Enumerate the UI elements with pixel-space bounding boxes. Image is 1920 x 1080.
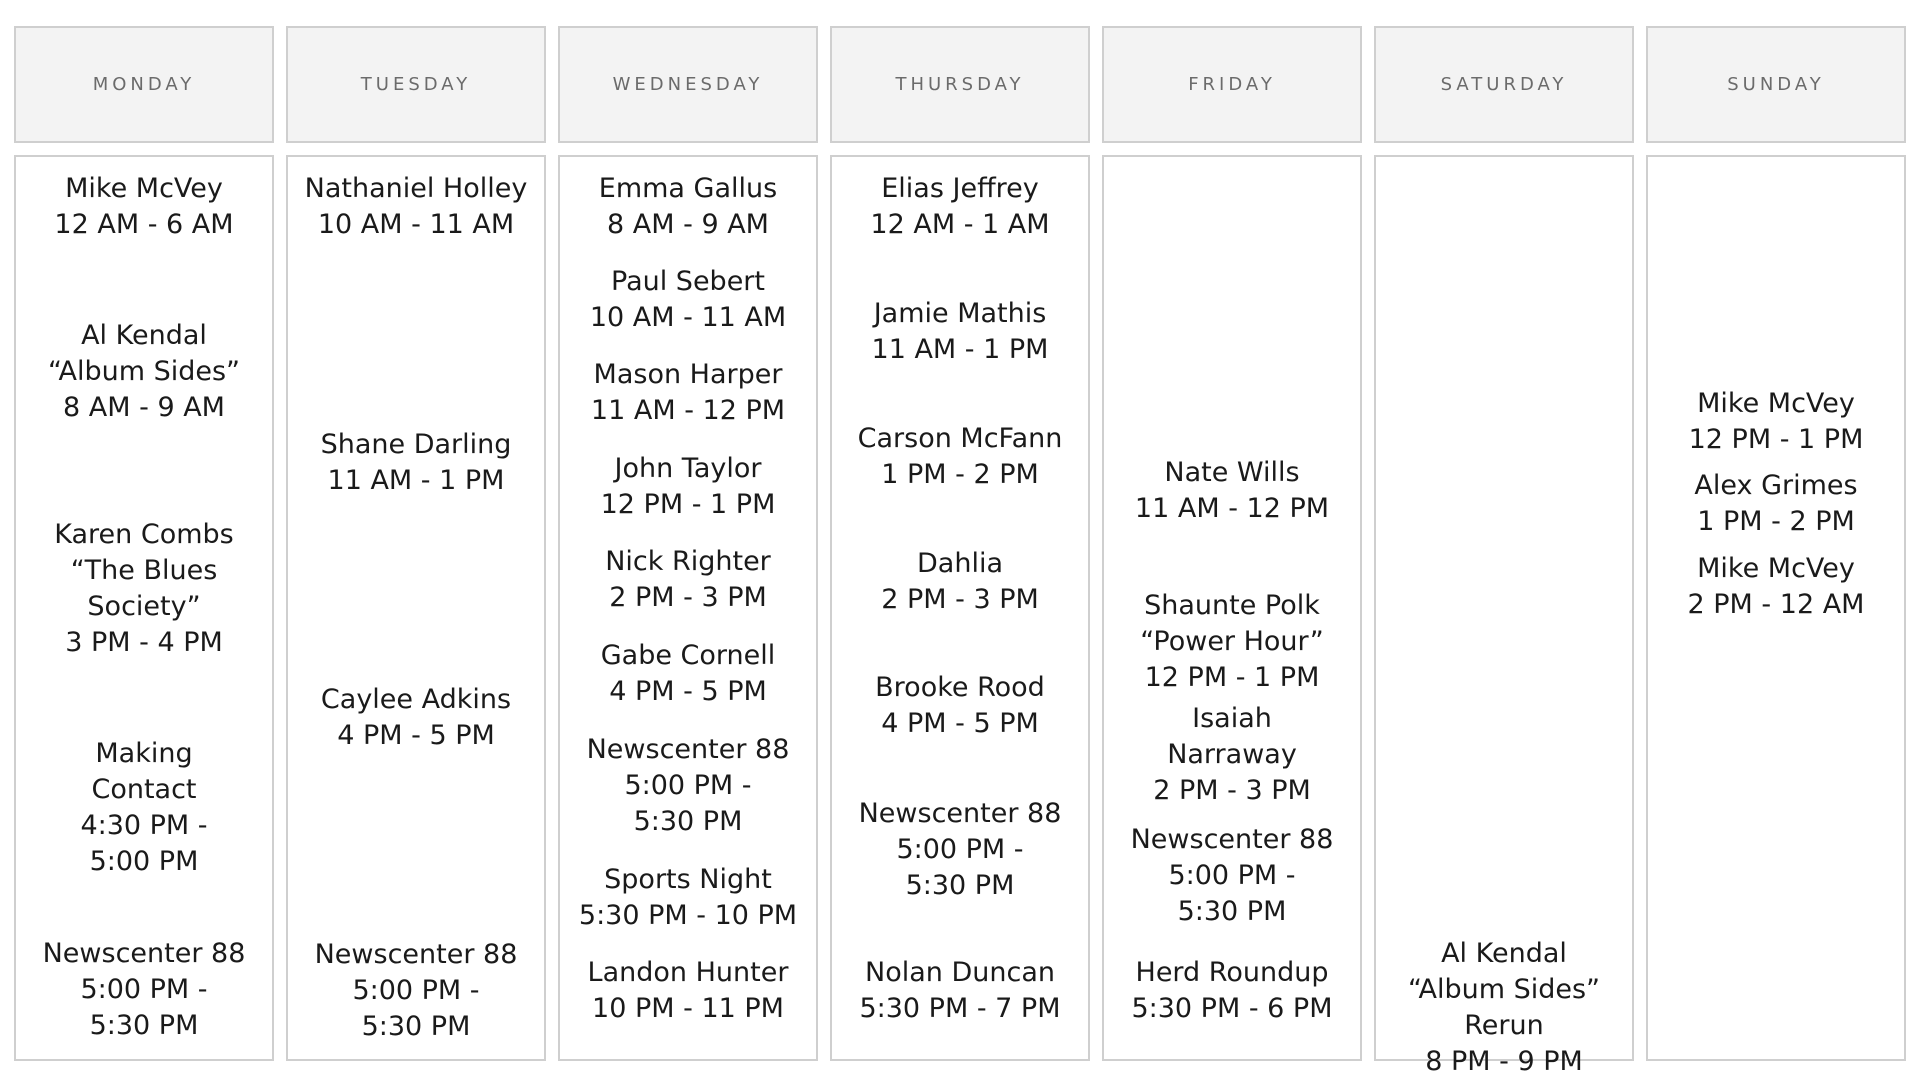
entry-detail: 4 PM - 5 PM: [337, 720, 495, 751]
entry-detail: 5:30 PM: [633, 806, 743, 837]
entry-detail: Society”: [87, 591, 201, 622]
schedule-entry: [1104, 588, 1360, 696]
entry-title: Elias Jeffrey: [881, 173, 1039, 204]
schedule-entry: [1104, 701, 1360, 809]
entry-detail: 5:00 PM -: [80, 974, 208, 1005]
entry-detail: 11 AM - 12 PM: [1134, 493, 1330, 524]
entry-detail: Narraway: [1167, 739, 1297, 770]
schedule-entry: [16, 936, 272, 1044]
entry-detail: 1 PM - 2 PM: [881, 459, 1039, 490]
schedule-entry: [16, 517, 272, 661]
entry-title: Paul Sebert: [611, 266, 765, 297]
entry-title: Mike McVey: [65, 173, 223, 204]
day-header-sunday: SUNDAY: [1646, 26, 1906, 143]
schedule-entry: [832, 955, 1088, 1027]
day-header-saturday: SATURDAY: [1374, 26, 1634, 143]
day-column-friday: [1102, 155, 1362, 1061]
entry-detail: 5:30 PM: [89, 1010, 199, 1041]
schedule-entry: [288, 427, 544, 499]
entry-title: Mason Harper: [593, 359, 783, 390]
entry-detail: “Power Hour”: [1140, 626, 1324, 657]
entry-detail: 8 AM - 9 AM: [607, 209, 769, 240]
schedule-entry: [560, 264, 816, 336]
schedule-entry: [1376, 936, 1632, 1080]
entry-detail: Contact: [91, 774, 197, 805]
entry-title: Brooke Rood: [875, 672, 1045, 703]
schedule-entry: [832, 421, 1088, 493]
entry-detail: 5:00 PM -: [896, 834, 1024, 865]
day-header-tuesday: TUESDAY: [286, 26, 546, 143]
day-column-monday: [14, 155, 274, 1061]
entry-detail: 4 PM - 5 PM: [881, 708, 1039, 739]
entry-detail: 5:00 PM -: [352, 975, 480, 1006]
entry-title: Al Kendal: [1441, 938, 1567, 969]
entry-title: John Taylor: [614, 453, 762, 484]
entry-title: Dahlia: [917, 548, 1003, 579]
entry-detail: 5:30 PM - 7 PM: [859, 993, 1061, 1024]
entry-detail: 5:30 PM: [1177, 896, 1287, 927]
day-column-wednesday: [558, 155, 818, 1061]
schedule-entry: [1104, 455, 1360, 527]
entry-detail: “The Blues: [70, 555, 218, 586]
schedule-entry: [560, 955, 816, 1027]
entry-detail: “Album Sides”: [1407, 974, 1601, 1005]
schedule-entry: [560, 357, 816, 429]
schedule-entry: [832, 670, 1088, 742]
entry-title: Landon Hunter: [587, 957, 789, 988]
entry-detail: 4:30 PM -: [80, 810, 208, 841]
entry-title: Nathaniel Holley: [304, 173, 528, 204]
entry-title: Al Kendal: [81, 320, 207, 351]
schedule-entry: [1648, 551, 1904, 623]
entry-title: Isaiah: [1192, 703, 1272, 734]
day-column-tuesday: [286, 155, 546, 1061]
entry-title: Carson McFann: [857, 423, 1063, 454]
entry-detail: 5:00 PM -: [624, 770, 752, 801]
schedule-entry: [1104, 822, 1360, 930]
schedule-entry: [1648, 468, 1904, 540]
entry-title: Emma Gallus: [598, 173, 778, 204]
entry-title: Jamie Mathis: [873, 298, 1047, 329]
schedule-entry: [560, 544, 816, 616]
entry-detail: 12 AM - 1 AM: [870, 209, 1050, 240]
entry-detail: 11 AM - 12 PM: [590, 395, 786, 426]
entry-title: Karen Combs: [54, 519, 234, 550]
entry-detail: 5:00 PM -: [1168, 860, 1296, 891]
day-header-thursday: THURSDAY: [830, 26, 1090, 143]
entry-detail: 12 PM - 1 PM: [1144, 662, 1320, 693]
schedule-entry: [288, 171, 544, 243]
entry-title: Mike McVey: [1697, 388, 1855, 419]
entry-title: Gabe Cornell: [600, 640, 776, 671]
entry-title: Newscenter 88: [1130, 824, 1334, 855]
entry-detail: 8 PM - 9 PM: [1425, 1046, 1583, 1077]
day-column-thursday: [830, 155, 1090, 1061]
entry-detail: 2 PM - 3 PM: [609, 582, 767, 613]
entry-title: Nick Righter: [605, 546, 771, 577]
entry-detail: 11 AM - 1 PM: [327, 465, 505, 496]
schedule-entry: [832, 171, 1088, 243]
entry-detail: 2 PM - 3 PM: [881, 584, 1039, 615]
entry-title: Newscenter 88: [586, 734, 790, 765]
entry-title: Nolan Duncan: [865, 957, 1055, 988]
entry-detail: 12 AM - 6 AM: [54, 209, 234, 240]
entry-detail: 5:30 PM: [905, 870, 1015, 901]
entry-title: Newscenter 88: [42, 938, 246, 969]
entry-detail: 11 AM - 1 PM: [871, 334, 1049, 365]
entry-detail: 12 PM - 1 PM: [600, 489, 776, 520]
schedule-entry: [1104, 955, 1360, 1027]
schedule-entry: [16, 318, 272, 426]
entry-detail: 10 AM - 11 AM: [317, 209, 515, 240]
schedule-entry: [16, 171, 272, 243]
entry-detail: 2 PM - 3 PM: [1153, 775, 1311, 806]
day-header-wednesday: WEDNESDAY: [558, 26, 818, 143]
schedule-entry: [560, 451, 816, 523]
entry-detail: 10 AM - 11 AM: [589, 302, 787, 333]
entry-title: Caylee Adkins: [320, 684, 512, 715]
entry-title: Shaunte Polk: [1144, 590, 1320, 621]
entry-detail: 10 PM - 11 PM: [592, 993, 784, 1024]
schedule-entry: [288, 682, 544, 754]
entry-title: Shane Darling: [320, 429, 512, 460]
entry-title: Sports Night: [604, 864, 772, 895]
entry-detail: 5:30 PM - 10 PM: [578, 900, 798, 931]
day-column-sunday: [1646, 155, 1906, 1061]
entry-detail: 5:30 PM: [361, 1011, 471, 1042]
entry-title: Newscenter 88: [858, 798, 1062, 829]
entry-detail: 4 PM - 5 PM: [609, 676, 767, 707]
entry-title: Alex Grimes: [1694, 470, 1858, 501]
entry-title: Making: [95, 738, 193, 769]
schedule-entry: [560, 638, 816, 710]
schedule-entry: [832, 796, 1088, 904]
schedule-entry: [832, 546, 1088, 618]
entry-detail: 3 PM - 4 PM: [65, 627, 223, 658]
schedule-entry: [16, 736, 272, 880]
schedule-entry: [288, 937, 544, 1045]
day-column-saturday: [1374, 155, 1634, 1077]
entry-title: Herd Roundup: [1135, 957, 1329, 988]
entry-detail: 8 AM - 9 AM: [63, 392, 225, 423]
entry-detail: 5:00 PM: [89, 846, 199, 877]
entry-detail: 12 PM - 1 PM: [1688, 424, 1864, 455]
schedule-entry: [560, 862, 816, 934]
day-header-monday: MONDAY: [14, 26, 274, 143]
entry-title: Mike McVey: [1697, 553, 1855, 584]
entry-detail: 5:30 PM - 6 PM: [1131, 993, 1333, 1024]
schedule-entry: [560, 732, 816, 840]
schedule-entry: [1648, 386, 1904, 458]
entry-detail: 2 PM - 12 AM: [1687, 589, 1865, 620]
day-header-friday: FRIDAY: [1102, 26, 1362, 143]
schedule-entry: [832, 296, 1088, 368]
entry-title: Newscenter 88: [314, 939, 518, 970]
entry-detail: Rerun: [1464, 1010, 1544, 1041]
schedule-entry: [560, 171, 816, 243]
entry-detail: “Album Sides”: [47, 356, 241, 387]
entry-detail: 1 PM - 2 PM: [1697, 506, 1855, 537]
entry-title: Nate Wills: [1164, 457, 1300, 488]
